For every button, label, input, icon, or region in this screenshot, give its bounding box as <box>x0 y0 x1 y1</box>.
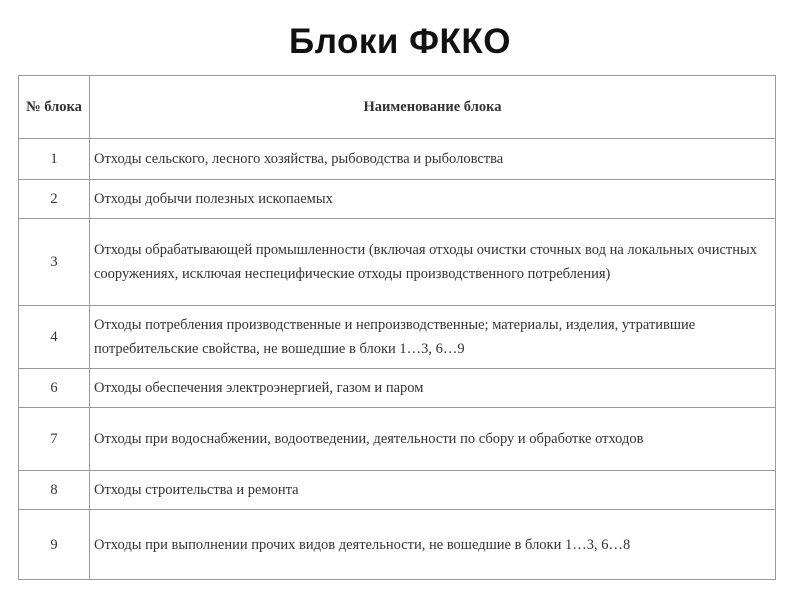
block-name-cell: Отходы обеспечения электроэнергией, газом и паром <box>90 369 776 408</box>
table-row <box>19 306 776 369</box>
block-name-cell: Отходы обрабатывающей промышленности (включая отходы очистки сточных вод на локальных очистных сооружениях, исключая неспецифические отходы производственного потребления) <box>90 219 776 306</box>
table-row <box>19 471 776 510</box>
fkko-blocks-table <box>18 75 776 580</box>
column-header-number: № блока <box>19 76 90 139</box>
table-row <box>19 219 776 306</box>
block-number-cell: 7 <box>19 408 90 471</box>
table-row <box>19 180 776 219</box>
block-number-cell: 6 <box>19 369 90 408</box>
block-number-cell: 2 <box>19 180 90 219</box>
table-row <box>19 139 776 180</box>
table-header-row <box>19 76 776 139</box>
block-name-cell: Отходы потребления производственные и непроизводственные; материалы, изделия, утратившие потребительские свойства, не вошедшие в блоки 1…3, 6…9 <box>90 306 776 369</box>
table-row <box>19 510 776 580</box>
column-header-name: Наименование блока <box>90 76 776 139</box>
block-number-cell: 9 <box>19 510 90 580</box>
block-name-cell: Отходы строительства и ремонта <box>90 471 776 510</box>
block-number-cell: 1 <box>19 139 90 180</box>
table-row <box>19 369 776 408</box>
page-title: Блоки ФККО <box>289 22 511 61</box>
table-row <box>19 408 776 471</box>
block-name-cell: Отходы при выполнении прочих видов деятельности, не вошедшие в блоки 1…3, 6…8 <box>90 510 776 580</box>
block-number-cell: 8 <box>19 471 90 510</box>
block-number-cell: 4 <box>19 306 90 369</box>
block-name-cell: Отходы сельского, лесного хозяйства, рыбоводства и рыболовства <box>90 139 776 180</box>
block-name-cell: Отходы добычи полезных ископаемых <box>90 180 776 219</box>
block-number-cell: 3 <box>19 219 90 306</box>
block-name-cell: Отходы при водоснабжении, водоотведении, деятельности по сбору и обработке отходов <box>90 408 776 471</box>
